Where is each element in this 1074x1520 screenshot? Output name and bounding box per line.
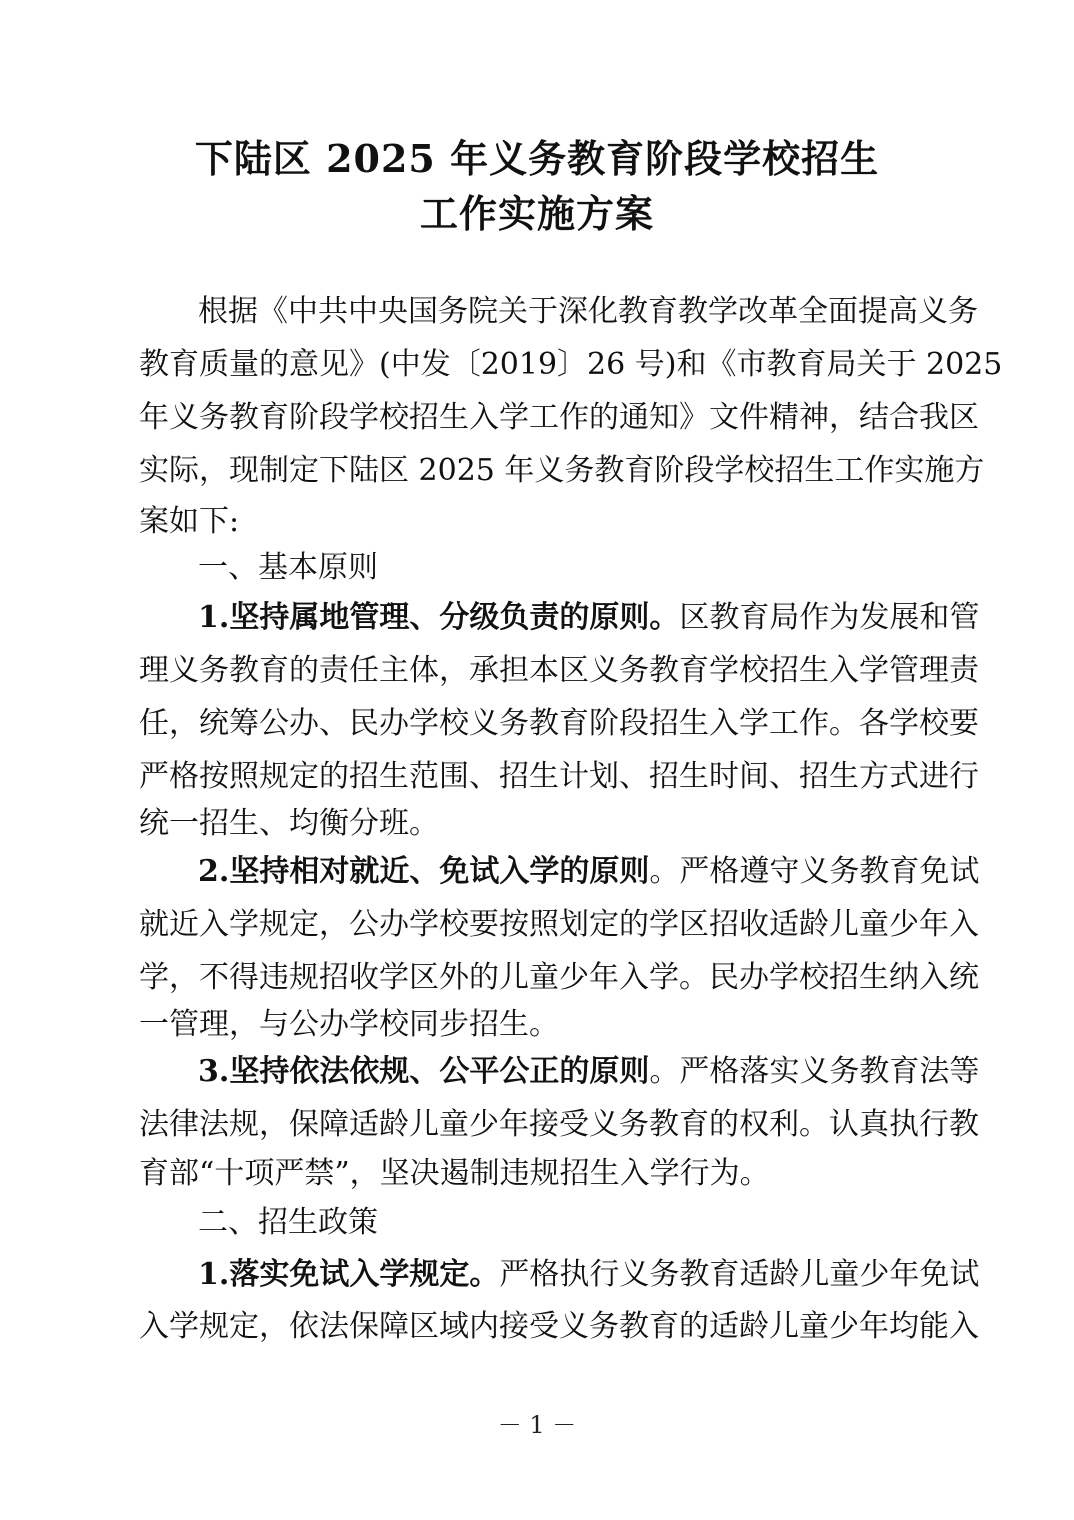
principle-3-line-2: 法律法规，保障适龄儿童少年接受义务教育的权利。认真执行教 — [139, 1107, 979, 1142]
principle-2-title: 2.坚持相对就近、免试入学的原则 — [198, 854, 650, 889]
principle-1-title: 1.坚持属地管理、分级负责的原则。 — [198, 600, 680, 635]
intro-line-1: 根据《中共中央国务院关于深化教育教学改革全面提高义务 — [198, 294, 978, 329]
intro-line-5: 案如下: — [139, 504, 240, 539]
section-heading-1: 一、基本原则 — [198, 550, 378, 585]
principle-1-line-4: 严格按照规定的招生范围、招生计划、招生时间、招生方式进行 — [139, 759, 979, 794]
principle-2-line-2: 就近入学规定，公办学校要按照划定的学区招收适龄儿童少年入 — [139, 907, 979, 942]
policy-1-text: 严格执行义务教育适龄儿童少年免试 — [499, 1257, 980, 1292]
page-number: － 1 － — [497, 1411, 577, 1439]
principle-3-line-3: 育部“十项严禁”，坚决遏制违规招生入学行为。 — [139, 1156, 770, 1191]
principle-2-text: 。严格遵守义务教育免试 — [649, 854, 980, 889]
principle-1-line-2: 理义务教育的责任主体，承担本区义务教育学校招生入学管理责 — [139, 653, 979, 688]
principle-3-title: 3.坚持依法依规、公平公正的原则 — [198, 1054, 650, 1089]
principle-2-first-line — [198, 852, 980, 892]
principle-1-first-line — [198, 598, 980, 638]
policy-1-first-line — [198, 1255, 980, 1295]
principle-3-first-line — [198, 1052, 980, 1092]
principle-1-line-3: 任，统筹公办、民办学校义务教育阶段招生入学工作。各学校要 — [139, 706, 979, 741]
principle-2-line-3: 学，不得违规招收学区外的儿童少年入学。民办学校招生纳入统 — [139, 960, 979, 995]
document-title-line-2: 工作实施方案 — [419, 191, 654, 236]
document-title-line-1: 下陆区 2025 年义务教育阶段学校招生 — [194, 136, 880, 181]
principle-2-line-4: 一管理，与公办学校同步招生。 — [139, 1007, 559, 1042]
principle-1-line-5: 统一招生、均衡分班。 — [139, 806, 439, 841]
principle-1-text: 区教育局作为发展和管 — [679, 600, 980, 635]
section-heading-2: 二、招生政策 — [198, 1205, 378, 1240]
intro-line-2: 教育质量的意见》(中发〔2019〕26 号)和《市教育局关于 2025 — [139, 347, 1003, 382]
principle-3-text: 。严格落实义务教育法等 — [649, 1054, 980, 1089]
policy-1-title: 1.落实免试入学规定。 — [198, 1257, 500, 1292]
intro-line-4: 实际，现制定下陆区 2025 年义务教育阶段学校招生工作实施方 — [139, 453, 985, 488]
intro-line-3: 年义务教育阶段学校招生入学工作的通知》文件精神，结合我区 — [139, 400, 979, 435]
policy-1-line-2: 入学规定，依法保障区域内接受义务教育的适龄儿童少年均能入 — [139, 1309, 979, 1344]
